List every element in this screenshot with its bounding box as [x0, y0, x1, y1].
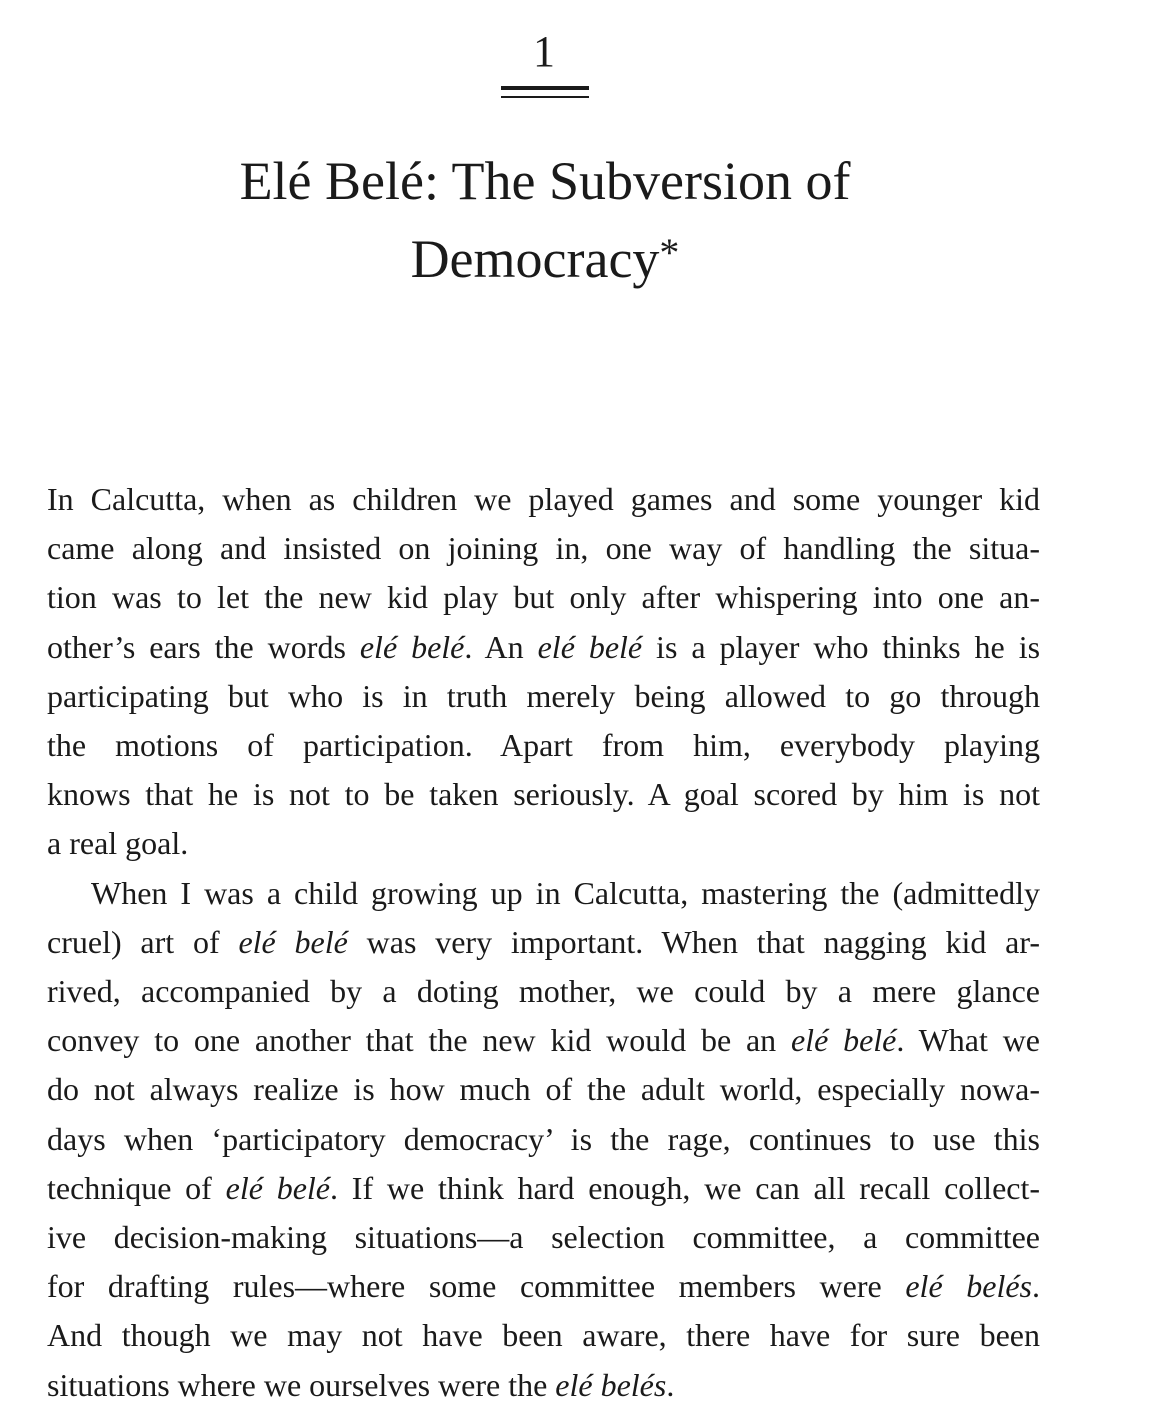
chapter-rule-thick — [501, 86, 589, 90]
text-run: knows that he is not to be taken seriously. A goal scored by him is not — [47, 776, 1040, 813]
text-run: ive decision-making situations—a selection committee, a committee — [47, 1219, 1040, 1256]
italic-term: elé belé — [225, 1169, 331, 1206]
text-line — [47, 721, 1040, 770]
text-run: for drafting rules—where some committee members were — [47, 1268, 906, 1305]
chapter-title-line-2 — [150, 220, 940, 298]
text-line — [47, 672, 1040, 721]
chapter-rule-thin — [501, 96, 589, 98]
italic-term: elé belé — [359, 628, 465, 665]
chapter-body — [47, 475, 1040, 1410]
italic-term: elé belé — [537, 628, 643, 665]
text-line — [47, 475, 1040, 524]
text-run: technique of — [47, 1169, 226, 1206]
text-line — [47, 1311, 1040, 1360]
text-run: rived, accompanied by a doting mother, we could by a mere glance — [47, 973, 1040, 1010]
text-run: a real goal. — [47, 825, 189, 862]
italic-term: elé belés — [905, 1268, 1033, 1305]
text-line — [47, 1164, 1040, 1213]
text-line — [47, 918, 1040, 967]
text-run: . An — [464, 628, 538, 665]
text-run: days when ‘participatory democracy’ is the rage, continues to use this — [47, 1120, 1040, 1157]
text-line — [47, 967, 1040, 1016]
text-line — [47, 524, 1040, 573]
text-line — [47, 770, 1040, 819]
text-run: . — [666, 1366, 675, 1403]
text-line — [47, 573, 1040, 622]
text-run: convey to one another that the new kid would be an — [47, 1022, 791, 1059]
italic-term: elé belés — [555, 1366, 667, 1403]
text-line — [47, 869, 1040, 918]
italic-term: elé belé — [790, 1022, 897, 1059]
text-line — [47, 1213, 1040, 1262]
text-run: . What we — [896, 1022, 1041, 1059]
text-run: tion was to let the new kid play but only after whispering into one an- — [47, 579, 1040, 616]
text-line — [47, 819, 1040, 868]
text-line — [47, 1115, 1040, 1164]
text-run: In Calcutta, when as children we played games and some younger kid — [47, 481, 1040, 517]
text-run: When I was a child growing up in Calcutta, mastering the (admittedly — [91, 874, 1040, 911]
text-line — [47, 1361, 1040, 1410]
text-run: . If we think hard enough, we can all recall collect- — [330, 1169, 1041, 1206]
text-run: the motions of participation. Apart from him, everybody playing — [47, 727, 1040, 764]
text-run: . — [1032, 1268, 1041, 1305]
text-run: came along and insisted on joining in, one way of handling the situa- — [47, 530, 1040, 567]
text-line — [47, 1016, 1040, 1065]
text-run: is a player who thinks he is — [642, 628, 1041, 665]
text-run: participating but who is in truth merely being allowed to go through — [47, 677, 1040, 714]
text-line — [47, 623, 1040, 672]
paragraph-2 — [47, 869, 1040, 1410]
text-run: situations where we ourselves were the — [47, 1366, 556, 1403]
chapter-title-line-2-text: Democracy — [410, 229, 660, 289]
chapter-number: 1 — [533, 27, 555, 76]
paragraph-1 — [47, 475, 1040, 869]
text-run: other’s ears the words — [47, 628, 360, 665]
text-line — [47, 1065, 1040, 1114]
text-run: do not always realize is how much of the adult world, especially nowa- — [47, 1071, 1040, 1108]
text-run: And though we may not have been aware, there have for sure been — [47, 1317, 1040, 1354]
footnote-marker: * — [659, 230, 680, 275]
text-run: was very important. When that nagging kid ar- — [347, 923, 1041, 960]
chapter-title — [150, 142, 940, 298]
text-run: cruel) art of — [47, 923, 239, 960]
text-line — [47, 1262, 1040, 1311]
italic-term: elé belé — [238, 923, 348, 960]
chapter-title-line-1: Elé Belé: The Subversion of — [239, 151, 851, 211]
